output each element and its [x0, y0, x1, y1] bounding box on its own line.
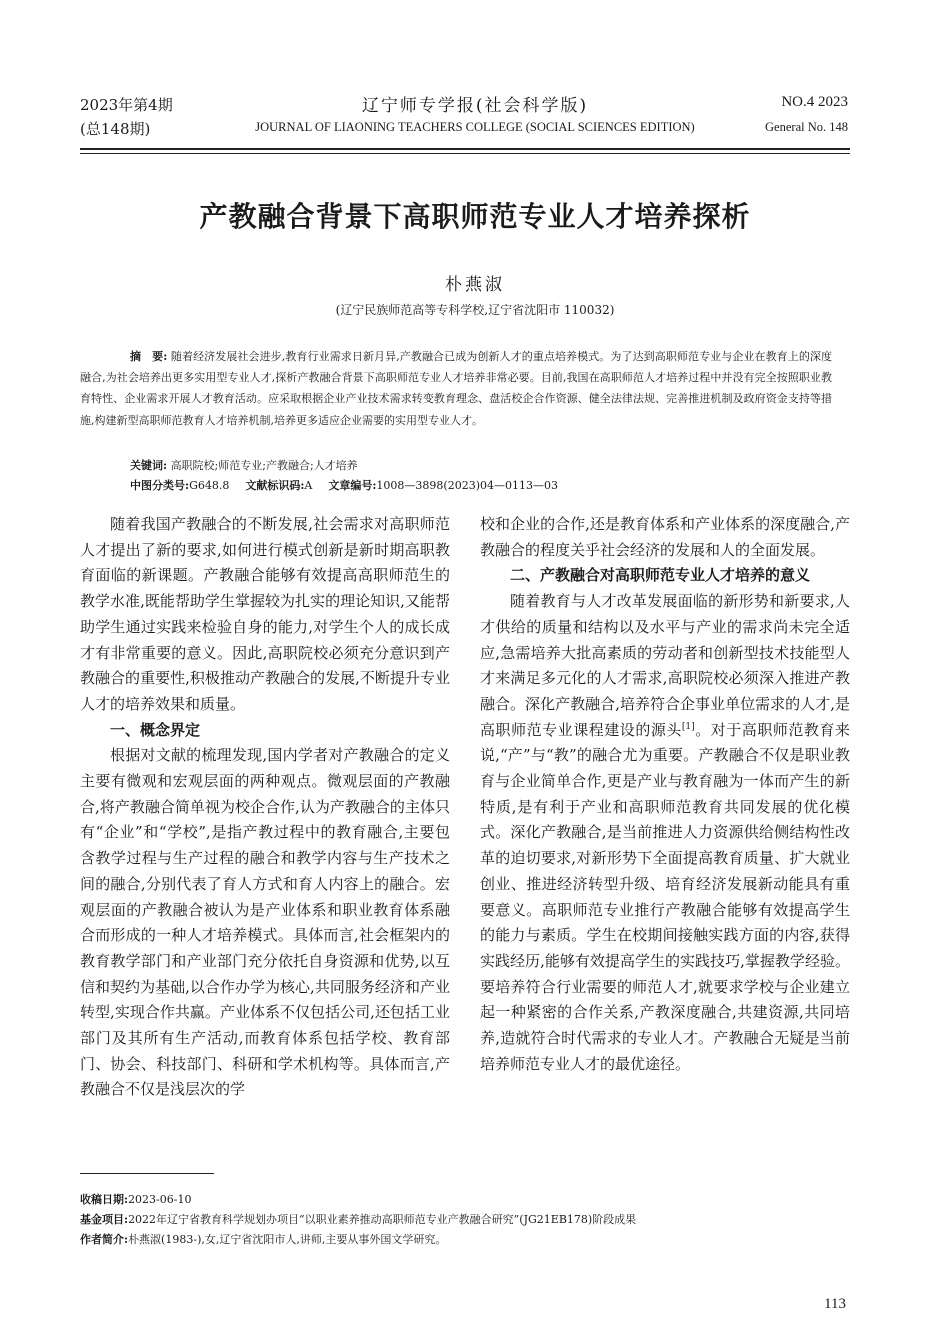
paragraph: 随着我国产教融合的不断发展,社会需求对高职师范人才提出了新的要求,如何进行模式创新是新时期高职教育面临的新课题。产教融合能够有效提高高职师范生的教学水准,既能帮助学生掌握较为扎实的理论知识,又能帮助学生通过实践来检验自身的能力,对学生个人的成长成才有非常重要的意义。因此,高职院校必须充分意识到产教融合的重要性,积极推动产教融合的发展,不断提升专业人才的培养效果和质量。: [80, 515, 450, 713]
abstract-label: 摘 要:: [130, 350, 168, 363]
paragraph: 校和企业的合作,还是教育体系和产业体系的深度融合,产教融合的程度关乎社会经济的发展和人的全面发展。: [480, 515, 850, 559]
classification-line: [130, 477, 558, 493]
paragraph-text: 随着教育与人才改革发展面临的新形势和新要求,人才供给的质量和结构以及水平与产业的需求尚未完全适应,急需培养大批高素质的劳动者和创新型技术技能型人才来满足多元化的人才需求,高职院校必须深入推进产教融合。深化产教融合,培养符合企事业单位需求的人才,是高职师范专业课程建设的源头: [480, 592, 850, 739]
fund-label: 基金项目:: [80, 1213, 129, 1226]
page-number: 113: [824, 1296, 846, 1312]
header-total-cn: (总148期): [80, 120, 151, 138]
footnote-fund: [80, 1210, 636, 1230]
footnote-received: [80, 1190, 636, 1210]
section-heading-2: 二、产教融合对高职师范专业人才培养的意义: [510, 566, 811, 585]
header-issue-cn: 2023年第4期: [80, 96, 173, 114]
bio-label: 作者简介:: [80, 1233, 129, 1246]
received-value: 2023-06-10: [128, 1193, 192, 1206]
body-column-right: [480, 512, 850, 1077]
footnote-rule: [80, 1173, 214, 1174]
keywords-text: 高职院校;师范专业;产教融合;人才培养: [170, 459, 358, 472]
header-journal-en: JOURNAL OF LIAONING TEACHERS COLLEGE (SOCIAL SCIENCES EDITION): [255, 120, 695, 134]
paragraph: 根据对文献的梳理发现,国内学者对产教融合的定义主要有微观和宏观层面的两种观点。微观层面的产教融合,将产教融合简单视为校企合作,认为产教融合的主体只有“企业”和“学校”,是指产教过程中的教育融合,主要包含教学过程与生产过程的融合和教学内容与生产技术之间的融合,分别代表了育人方式和育人内容上的融合。宏观层面的产教融合被认为是产业体系和职业教育体系融合而形成的一种人才培养模式。具体而言,社会框架内的教育教学部门和产业部门充分依托自身资源和优势,以互信和契约为基础,以合作办学为核心,共同服务经济和产业转型,实现合作共赢。产业体系不仅包括公司,还包括工业部门及其所有生产活动,而教育体系包括学校、教育部门、协会、科技部门、科研和学术机构等。具体而言,产教融合不仅是浅层次的学: [80, 746, 450, 1099]
header-rule-thin: [80, 153, 850, 154]
author-name: 朴燕淑: [445, 275, 505, 295]
author-affiliation: (辽宁民族师范高等专科学校,辽宁省沈阳市 110032): [335, 303, 615, 317]
article-no-label: 文章编号:: [328, 479, 377, 492]
paragraph-text: 。对于高职师范教育来说,“产”与“教”的融合尤为重要。产教融合不仅是职业教育与企业简单合作,更是产业与教育融为一体而产生的新特质,是有利于产业和高职师范教育共同发展的优化模式。深化产教融合,是当前推进人力资源供给侧结构性改革的迫切要求,对新形势下全面提高教育质量、扩大就业创业、推进经济转型升级、培育经济发展新动能具有重要意义。高职师范专业推行产教融合能够有效提高学生的能力与素质。学生在校期间接触实践方面的内容,获得实践经历,能够有效提高学生的实践技巧,掌握教学经验。要培养符合行业需要的师范人才,就要求学校与企业建立起一种紧密的合作关系,产教深度融合,共建资源,共同培养,造就符合时代需求的专业人才。产教融合无疑是当前培养师范专业人才的最优途径。: [480, 720, 850, 1073]
article-title: 产教融合背景下高职师范专业人才培养探析: [199, 200, 751, 233]
body-column-left: [80, 512, 450, 1103]
article-no-value: 1008—3898(2023)04—0113—03: [376, 479, 558, 492]
header-issue-en: NO.4 2023: [781, 94, 848, 110]
abstract: [80, 346, 832, 431]
keywords-label: 关键词:: [130, 459, 168, 472]
clc-value: G648.8: [189, 479, 230, 492]
doc-code-label: 文献标识码:: [245, 479, 305, 492]
abstract-text: 随着经济发展社会进步,教育行业需求日新月异,产教融合已成为创新人才的重点培养模式。为了达到高职师范专业与企业在教育上的深度融合,为社会培养出更多实用型专业人才,探析产教融合背景下高职师范专业人才培养非常必要。目前,我国在高职师范人才培养过程中并没有完全按照职业教育特性、企业需求开展人才教育活动。应采取根据企业产业技术需求转变教育理念、盘活校企合作资源、健全法律法规、完善推进机制及政府资金支持等措施,构建新型高职师范教育人才培养机制,培养更多适应企业需要的实用型专业人才。: [80, 350, 833, 427]
header-total-en: General No. 148: [765, 120, 848, 134]
paragraph: [480, 589, 850, 1077]
header-rule-thick: [80, 148, 850, 150]
bio-value: 朴燕淑(1983-),女,辽宁省沈阳市人,讲师,主要从事外国文学研究。: [128, 1233, 447, 1246]
fund-value: 2022年辽宁省教育科学规划办项目“以职业素养推动高职师范专业产教融合研究”(JG21EB178)阶段成果: [128, 1213, 637, 1226]
header-journal-cn: 辽宁师专学报(社会科学版): [361, 96, 589, 116]
keywords-line: [130, 457, 358, 473]
footnotes: [80, 1190, 636, 1250]
received-label: 收稿日期:: [80, 1193, 129, 1206]
footnote-bio: [80, 1230, 636, 1250]
citation-ref: [1]: [681, 721, 695, 732]
section-heading-1: 一、概念界定: [110, 720, 201, 739]
doc-code-value: A: [304, 479, 313, 492]
clc-label: 中图分类号:: [130, 479, 190, 492]
